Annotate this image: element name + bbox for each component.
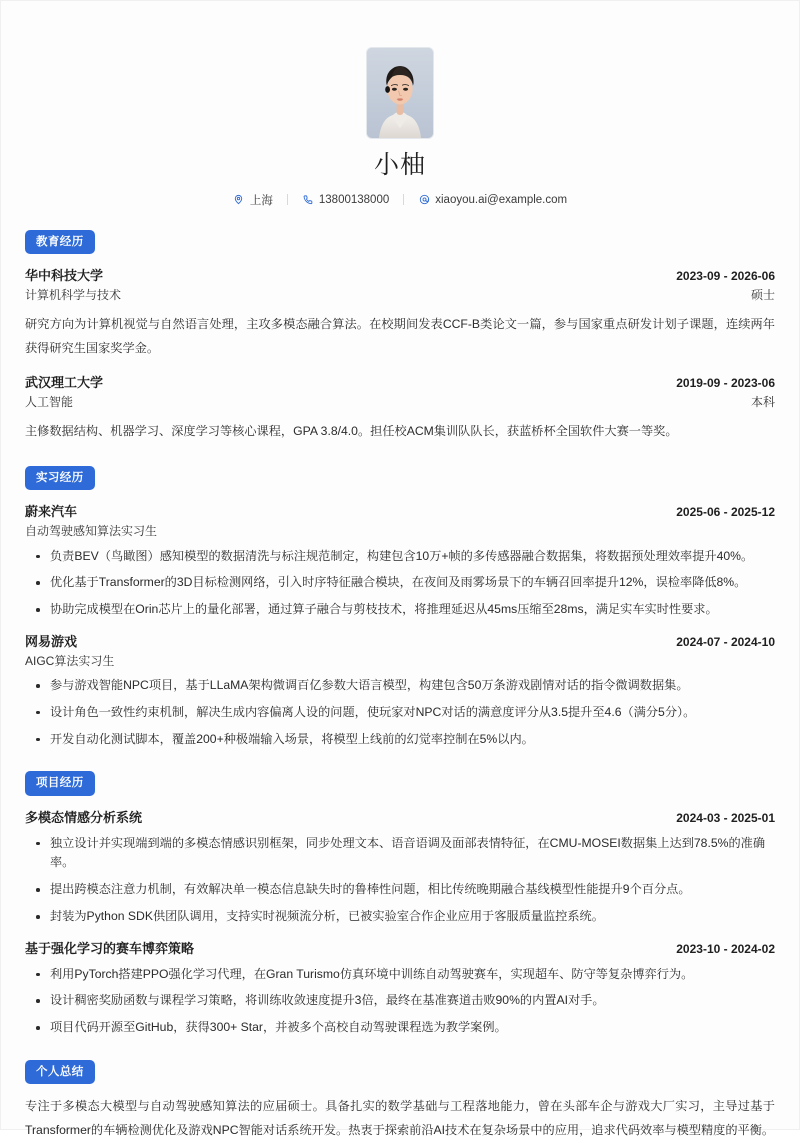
entry-subtitle: 自动驾驶感知算法实习生 <box>25 524 158 539</box>
list-item: 负责BEV（鸟瞰图）感知模型的数据清洗与标注规范制定，构建包含10万+帧的多传感器融合数据集，将数据预处理效率提升40%。 <box>25 547 775 567</box>
education-entry <box>25 374 775 444</box>
entry-bullets <box>25 834 775 927</box>
project-entry <box>25 940 775 1038</box>
entry-meta: 本科 <box>750 394 775 409</box>
list-item: 独立设计并实现端到端的多模态情感识别框架，同步处理文本、语音语调及面部表情特征，在CMU-MOSEI数据集上达到78.5%的准确率。 <box>25 834 775 874</box>
contact-email <box>418 194 567 206</box>
list-item: 封装为Python SDK供团队调用，支持实时视频流分析，已被实验室合作企业应用于客服质量监控系统。 <box>25 907 775 927</box>
entry-head <box>25 374 775 393</box>
entry-date: 2024-07 - 2024-10 <box>676 634 775 649</box>
contact-location <box>233 192 273 208</box>
entry-date: 2025-06 - 2025-12 <box>676 505 775 520</box>
contact-location-value: 上海 <box>249 194 273 207</box>
entry-bullets <box>25 965 775 1038</box>
location-pin-icon <box>233 194 245 206</box>
entry-head <box>25 503 775 522</box>
list-item: 利用PyTorch搭建PPO强化学习代理，在Gran Turismo仿真环境中训练自动驾驶赛车，实现超车、防守等复杂博弈行为。 <box>25 965 775 985</box>
entry-date: 2023-09 - 2026-06 <box>676 269 775 283</box>
entry-sub <box>25 523 775 540</box>
list-item: 设计稠密奖励函数与课程学习策略，将训练收敛速度提升3倍，最终在基准赛道击败90%的内置AI对手。 <box>25 991 775 1011</box>
entry-title: 基于强化学习的赛车博弈策略 <box>25 940 195 956</box>
entry-bullets <box>25 676 775 749</box>
section-badge-education: 教育经历 <box>25 230 95 255</box>
entry-sub <box>25 287 775 304</box>
entry-date: 2019-09 - 2023-06 <box>676 375 775 390</box>
entry-title: 多模态情感分析系统 <box>25 809 143 825</box>
email-at-icon <box>418 194 430 206</box>
entry-title: 网易游戏 <box>25 633 78 649</box>
entry-title: 华中科技大学 <box>25 268 104 283</box>
list-item: 项目代码开源至GitHub，获得300+ Star，并被多个高校自动驾驶课程选为教学案例。 <box>25 1018 775 1038</box>
contact-separator <box>287 194 288 205</box>
section-badge-projects: 项目经历 <box>25 771 95 796</box>
entry-head <box>25 940 775 959</box>
entry-subtitle: 计算机科学与技术 <box>25 287 122 302</box>
entry-title: 蔚来汽车 <box>25 504 78 520</box>
avatar <box>367 48 433 138</box>
section-projects <box>25 771 775 1038</box>
section-education <box>25 230 775 444</box>
phone-icon <box>302 194 314 206</box>
section-summary <box>25 1060 775 1143</box>
section-badge-internship: 实习经历 <box>25 466 95 491</box>
internship-entry <box>25 503 775 620</box>
entry-head <box>25 267 775 286</box>
list-item: 优化基于Transformer的3D目标检测网络，引入时序特征融合模块，在夜间及雨雾场景下的车辆召回率提升12%，误检率降低8%。 <box>25 573 775 593</box>
entry-paragraph: 主修数据结构、机器学习、深度学习等核心课程，GPA 3.8/4.0。担任校ACM集训队队长，获蓝桥杯全国软件大赛一等奖。 <box>25 424 678 439</box>
contact-row <box>233 192 567 208</box>
entry-head <box>25 633 775 652</box>
entry-date: 2023-10 - 2024-02 <box>676 941 775 956</box>
entry-head <box>25 809 775 828</box>
section-badge-summary: 个人总结 <box>25 1060 95 1085</box>
resume-header <box>25 1 775 208</box>
internship-entry <box>25 633 775 750</box>
entry-date: 2024-03 - 2025-01 <box>676 810 775 825</box>
entry-sub <box>25 394 775 411</box>
education-entry <box>25 267 775 361</box>
page-title: 小柚 <box>373 151 426 179</box>
contact-phone-value: 13800138000 <box>318 193 390 206</box>
entry-meta: 硕士 <box>750 287 775 302</box>
entry-title: 武汉理工大学 <box>25 374 104 390</box>
section-internship <box>25 466 775 750</box>
contact-email-value: xiaoyou.ai@example.com <box>435 193 568 206</box>
entry-paragraph: 研究方向为计算机视觉与自然语言处理，主攻多模态融合算法。在校期间发表CCF-B类论文一篇，参与国家重点研发计划子课题，连续两年获得研究生国家奖学金。 <box>25 317 775 356</box>
list-item: 协助完成模型在Orin芯片上的量化部署，通过算子融合与剪枝技术，将推理延迟从45ms压缩至28ms，满足实车实时性要求。 <box>25 600 775 620</box>
entry-subtitle: 人工智能 <box>25 394 74 409</box>
contact-phone <box>302 194 389 206</box>
contact-separator <box>403 194 404 205</box>
entry-sub <box>25 653 775 670</box>
list-item: 开发自动化测试脚本，覆盖200+种极端输入场景，将模型上线前的幻觉率控制在5%以内。 <box>25 730 775 750</box>
project-entry <box>25 809 775 927</box>
entry-subtitle: AIGC算法实习生 <box>25 653 115 668</box>
entry-bullets <box>25 547 775 620</box>
list-item: 设计角色一致性约束机制，解决生成内容偏离人设的问题，使玩家对NPC对话的满意度评分从3.5提升至4.6（满分5分）。 <box>25 703 775 723</box>
list-item: 参与游戏智能NPC项目，基于LLaMA架构微调百亿参数大语言模型，构建包含50万条游戏剧情对话的指令微调数据集。 <box>25 676 775 696</box>
list-item: 提出跨模态注意力机制，有效解决单一模态信息缺失时的鲁棒性问题，相比传统晚期融合基线模型性能提升9个百分点。 <box>25 880 775 900</box>
summary-text: 专注于多模态大模型与自动驾驶感知算法的应届硕士。具备扎实的数学基础与工程落地能力，曾在头部车企与游戏大厂实习，主导过基于Transformer的车辆检测优化及游戏NPC智能对话系统开发。热衷于探索前沿AI技术在复杂场景中的应用，追求代码效率与模型精度的平衡。 <box>25 1099 775 1138</box>
